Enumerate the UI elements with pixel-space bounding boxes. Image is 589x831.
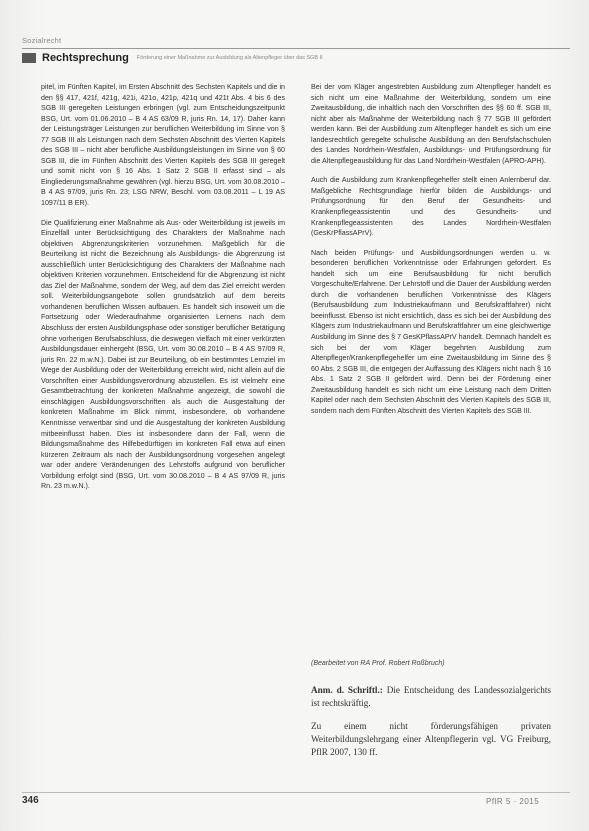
footer-rule	[22, 792, 570, 793]
section-subtitle: Förderung einer Maßnahme zur Ausbildung als Altenpfleger über das SGB II	[136, 55, 323, 61]
annotation-lead: Anm. d. Schriftl.:	[311, 685, 383, 695]
right-paragraph-3: Nach beiden Prüfungs- und Ausbildungsordnungen werden u. w. besonderen beruflichen Vorkenntnisse oder Erfahrungen gefordert. Es handelt sich um eine Berufsausbildung für nicht beruflich Vorgeschulte/Erfahrene. Der Lehrstoff und die Dauer der Ausbildung werden durch die vorhandenen beruflichen Vorkenntnisse des Klägers (Berufsausbildung zum Industriekaufmann und Berufskraftfahrer) nicht beeinflusst. Ebenso ist nicht ersichtlich, dass es sich bei der Ausbildung des Klägers zum Industriekaufmann und Berufskraftfahrer um eine gleichwertige Ausbildung im Sinne des § 7 GesKPflassAPrV handelt. Demnach handelt es sich bei der vom Kläger begehrten Ausbildung zum Altenpfleger/Krankenpflegehelfer um eine Zweitausbildung im Sinne des § 60 Abs. 2 SGB III, die entgegen der Auffassung des Klägers nicht nach § 16 Abs. 1 Satz 2 SGB II gefördert wird. Denn bei der Förderung einer Zweitausbildung handelt es sich nicht um eine Leistung nach dem Dritten Kapitel oder nach dem Sechsten Abschnitt des Vierten Kapitels des SGB III, sondern nach dem Fünften Abschnitt des Vierten Kapitels des SGB III.	[311, 248, 551, 415]
right-paragraph-2: Auch die Ausbildung zum Krankenpflegehelfer stellt einen Anlernberuf dar. Maßgebliche Rechtsgrundlage hierfür bilden die Ausbildungs- und Prüfungsordnung für den Beruf der Gesundheits- und Krankenpflegeassistentin und des Gesundheits- und Krankenpflegeassistenten des Landes Nordrhein-Westfalen (GesKrPflassAPrV).	[311, 176, 551, 238]
running-title: Sozialrecht	[22, 36, 62, 45]
section-title: Rechtsprechung	[42, 52, 129, 64]
section-marker	[22, 53, 36, 63]
annotation-paragraph-2: Zu einem nicht förderungsfähigen privaten Weiterbildungslehrgang einer Altenpflegerin vgl. VG Freiburg, PflR 2007, 130 ff.	[311, 721, 551, 757]
section-bar	[22, 51, 570, 65]
left-paragraph-2: Die Qualifizierung einer Maßnahme als Aus- oder Weiterbildung ist jeweils im Einzelfall unter Berücksichtigung des Charakters der Maßnahme nach objektiven Abgrenzungskriterien vorzunehmen. Maßgeblich für die Beurteilung ist nicht die Bezeichnung als Ausbildungs- die Abgrenzung ist ausschließlich unter Berücksichtigung des Charakters der Maßnahme nach objektiven Kriterien vorzunehmen. Entscheidend für die Abgrenzung ist nicht das Ziel der Maßnahme, sondern der Weg, auf dem das Ziel erreicht werden soll. Weiterbildungsangebote sollen grundsätzlich auf dem bereits vorhandenen beruflichen Wissen aufbauen. Es handelt sich insoweit um die Fortsetzung oder Wiederaufnahme organisierten Lernens nach dem Abschluss der ersten Ausbildungsphase oder sonstiger beruflicher Betätigung ohne vorherigen Berufsabschluss, die deswegen vielfach mit einer verkürzten Ausbildungsdauer einhergeht (BSG, Urt. vom 30.08.2010 – B 4 AS 97/09 R, juris Rn. 22 m.w.N.). Dabei ist zur Beurteilung, ob ein bestimmtes Lernziel im Wege der Ausbildung oder der Weiterbildung erreicht wird, nicht allein auf die Vorschriften einer Ausbildungsverordnung abzustellen. Es ist vielmehr eine Gesamtbetrachtung der konkreten Maßnahme angezeigt, die sowohl die einschlägigen Ausbildungsvorschriften als auch die Ausgestaltung der konkreten Maßnahme im Blick nimmt, insbesondere, ob vorhandene Kenntnisse verwertbar sind und die Ausgestaltung der konkreten Ausbildung mitbeeinflusst haben. Dies ist insbesondere dann der Fall, wenn die Bildungsmaßnahme des Hilfebedürftigen im konkreten Fall etwa auf einen kürzeren Zeitraum als nach der Ausbildungsordnung vorgesehen angelegt war oder andere Veränderungen des Lehrstoffs aufgrund von beruflicher Vorbildung erfolgt sind (BSG, Urt. vom 30.08.2010 – B 4 AS 97/09 R, juris Rn. 23 m.w.N.).	[41, 218, 285, 491]
annotation-lead-text: Die Entscheidung des Landessozialgerichts ist rechtskräftig.	[311, 685, 551, 708]
annotation-paragraph-1	[311, 684, 551, 710]
page-header	[22, 36, 570, 64]
left-paragraph-1: pitel, im Fünften Kapitel, im Ersten Abschnitt des Sechsten Kapitels und die in den §§ 417, 421f, 421g, 421i, 421o, 421p, 421q und 421t Abs. 4 bis 6 des SGB III geregelten Leistungen erbringen (vgl. zum Entscheidungszeitpunkt BSG, Urt. vom 01.06.2010 – B 4 AS 63/09 R, juris Rn. 14, 17). Daher kann der Leistungsträger Leistungen zur beruflichen Weiterbildung im Sinne von § 77 SGB III als Leistungen nach dem Sechsten Abschnitt des Vierten Kapitels des SGB III – nicht aber berufliche Ausbildungsleistungen im Sinne von § 60 SGB III, die im Fünften Abschnitt des Vierten Kapitels des SGB III geregelt und somit nicht von § 16 Abs. 1 Satz 2 SGB II erfasst sind – als Eingliederungsmaßnahme gewähren (vgl. hierzu BSG, Urt. vom 30.08.2010 – B 4 AS 97/09, juris Rn. 23; LSG NRW, Beschl. vom 03.08.2011 – L 19 AS 1097/11 B ER).	[41, 83, 285, 208]
right-column	[311, 82, 551, 425]
journal-issue: PflR 5 · 2015	[486, 797, 540, 806]
left-column	[41, 82, 285, 501]
editor-annotation	[311, 684, 551, 769]
header-rule	[22, 48, 570, 49]
editor-credit: (Bearbeitet von RA Prof. Robert Roßbruch)	[311, 660, 445, 667]
right-paragraph-1: Bei der vom Kläger angestrebten Ausbildung zum Altenpfleger handelt es sich nicht um eine Maßnahme der Weiterbildung, sondern um eine Zweitausbildung, die inhaltlich nach den Vorschriften des §§ 60 ff. SGB III, nicht aber als Maßnahme der Weiterbildung nach § 77 SGB III gefördert werden kann. Bei der Ausbildung zum Altenpfleger handelt es sich um eine landesrechtlich geregelte schulische Ausbildung an den Berufsfachschulen des Landes Nordrhein-Westfalen, Ausbildungs- und Prüfungsordnung für die Altenpflegeausbildung für das Land Nordrhein-Westfalen (APRO-APH).	[311, 83, 551, 165]
page-number: 346	[22, 795, 39, 806]
